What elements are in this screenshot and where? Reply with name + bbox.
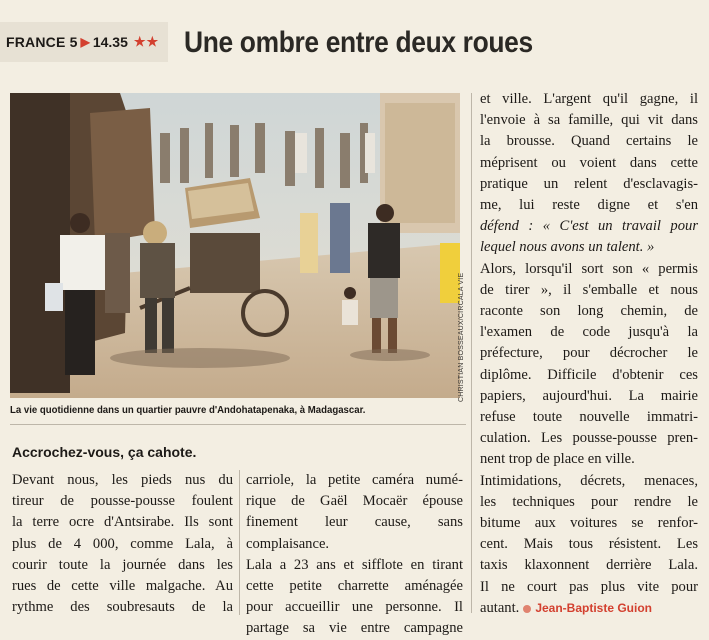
author-name: Jean-Baptiste Guion (535, 600, 652, 615)
program-tag (0, 22, 168, 62)
text-line: la terre ocre d'Antsirabe. Ils sont (12, 514, 233, 531)
text-line: autant. (480, 599, 520, 616)
text-line: Devant nous, les pieds nus du (12, 472, 233, 488)
text-line: cette petite charrette aménagée (246, 578, 463, 595)
text-line: l'envoie à sa famille, qui vit dans (480, 112, 698, 129)
text-column-2 (246, 470, 463, 640)
text-line: pratique un relent d'esclavagis- (480, 175, 698, 192)
text-line: rique de Gaël Mocaër épouse (246, 493, 463, 510)
text-line: de tirer », il s'emballe et nous (480, 281, 698, 298)
text-line: rythme des soubresauts de la (12, 599, 233, 616)
text-line: partage sa vie entre campagne (246, 620, 463, 637)
column-divider (239, 470, 240, 615)
text-column-1 (12, 470, 233, 618)
text-line: me, lui reste digne et s'en (480, 197, 698, 214)
text-line: nent trop de place en ville. (480, 451, 635, 468)
column-divider (471, 93, 472, 613)
street-scene-image (10, 93, 460, 398)
text-line: Alors, lorsqu'il sort son « permis (480, 260, 698, 277)
text-line: finement leur cause, sans (246, 514, 463, 531)
channel-name: FRANCE 5 (6, 34, 78, 50)
play-arrow-icon: ▶ (80, 35, 90, 49)
text-line: la brousse. Quand certains le (480, 133, 698, 150)
text-line: défend : « C'est un travail pour (480, 218, 698, 235)
text-line: Intimidations, décrets, menaces, (480, 472, 698, 489)
caption-divider (10, 424, 466, 425)
text-line: culation. Les pousse-pousse pren- (480, 430, 698, 447)
text-line: et ville. L'argent qu'il gagne, il (480, 91, 698, 107)
text-line: préfecture, pour décrocher le (480, 345, 698, 362)
text-line: tireur de pousse-pousse foulent (12, 493, 233, 510)
text-line: complaisance. (246, 535, 330, 552)
text-line: pour accueillir une personne. Il (246, 599, 463, 616)
text-line: les techniques pour rendre le (480, 493, 698, 510)
text-line: courir toute la journée dans les (12, 556, 233, 573)
text-line: plus de 4 000, comme Lala, à (12, 535, 233, 552)
article-subhead: Accrochez-vous, ça cahote. (12, 444, 197, 460)
text-line: rues de cette ville malgache. Au (12, 578, 233, 595)
photo-caption: La vie quotidienne dans un quartier pauvre d'Andohatapenaka, à Madagascar. (10, 405, 366, 416)
text-line: Lala a 23 ans et sifflote en tirant (246, 556, 463, 573)
article-title: Une ombre entre deux roues (184, 26, 533, 59)
text-line: diplôme. Difficile d'obtenir ces (480, 366, 698, 383)
broadcast-time: 14.35 (92, 34, 128, 50)
text-line: l'examen de code jusqu'à la (480, 324, 698, 341)
text-line: refuse toute nouvelle immatri- (480, 409, 698, 426)
text-line: cent. Mais tous résistent. Les (480, 536, 698, 553)
text-line: papiers, aujourd'hui. La mairie (480, 387, 698, 404)
text-line: raconte son long chemin, de (480, 303, 698, 320)
text-column-3 (480, 89, 698, 619)
text-line: taxis klaxonnent derrière Lala. (480, 557, 698, 574)
author-bullet-icon (523, 605, 531, 613)
text-line: carriole, la petite caméra numé- (246, 472, 463, 488)
rating-stars: ★★ (133, 34, 160, 49)
text-line: méprisent ou voient dans cette (480, 154, 698, 171)
photo-credit: CHRISTIAN BOSSEAUX/CIRCALA VIE (458, 272, 465, 402)
text-line: lequel nous avons un talent. » (480, 239, 655, 256)
text-line: bitume aux voitures se renfor- (480, 515, 698, 532)
text-line-final (480, 598, 698, 619)
text-line: Il ne court pas plus vite pour (480, 578, 698, 595)
article-photo (10, 93, 460, 398)
